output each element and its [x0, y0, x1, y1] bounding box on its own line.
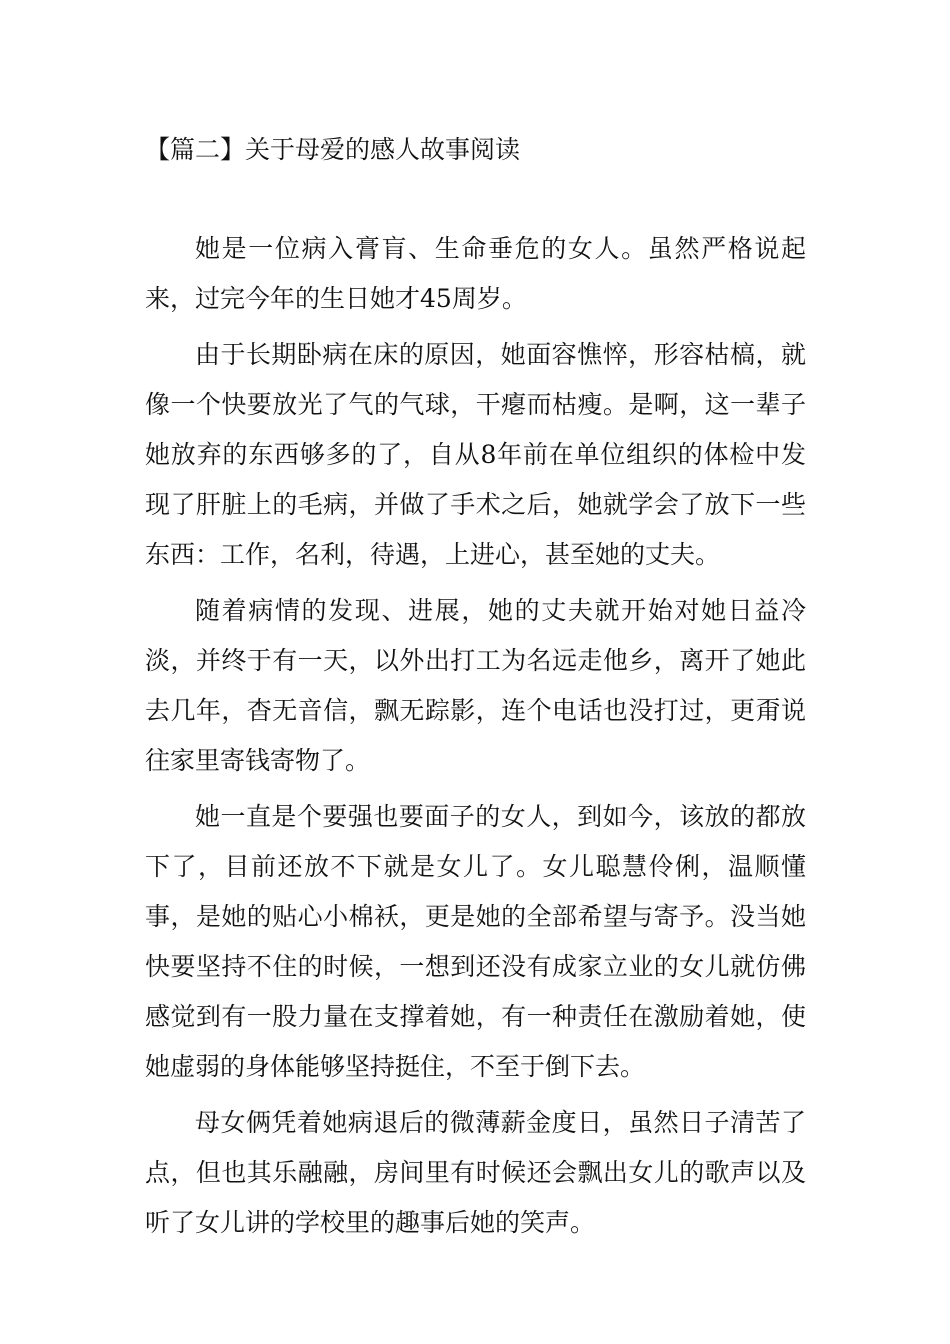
- document-body: [145, 224, 806, 1254]
- paragraph-4: 她一直是个要强也要面子的女人，到如今，该放的都放下了，目前还放不下就是女儿了。女儿聪慧伶俐，温顺懂事，是她的贴心小棉袄，更是她的全部希望与寄予。没当她快要坚持不住的时候，一想到还没有成家立业的女儿就仿佛感觉到有一股力量在支撑着她，有一种责任在激励着她，使她虚弱的身体能够坚持挺住，不至于倒下去。: [145, 802, 806, 1081]
- paragraph-5: 母女俩凭着她病退后的微薄薪金度日，虽然日子清苦了点，但也其乐融融，房间里有时候还会飘出女儿的歌声以及听了女儿讲的学校里的趣事后她的笑声。: [145, 1108, 806, 1237]
- paragraph-1: 她是一位病入膏肓、生命垂危的女人。虽然严格说起来，过完今年的生日她才45周岁。: [145, 234, 806, 313]
- paragraph-3: 随着病情的发现、进展，她的丈夫就开始对她日益冷淡，并终于有一天，以外出打工为名远走他乡，离开了她此去几年，杳无音信，飘无踪影，连个电话也没打过，更甭说往家里寄钱寄物了。: [145, 596, 806, 775]
- paragraph-2: 由于长期卧病在床的原因，她面容憔悴，形容枯槁，就像一个快要放光了气的气球，干瘪而枯瘦。是啊，这一辈子她放弃的东西够多的了，自从8年前在单位组织的体检中发现了肝脏上的毛病，并做了手术之后，她就学会了放下一些东西：工作，名利，待遇，上进心，甚至她的丈夫。: [145, 340, 806, 569]
- document-title: 【篇二】关于母爱的感人故事阅读: [145, 135, 521, 164]
